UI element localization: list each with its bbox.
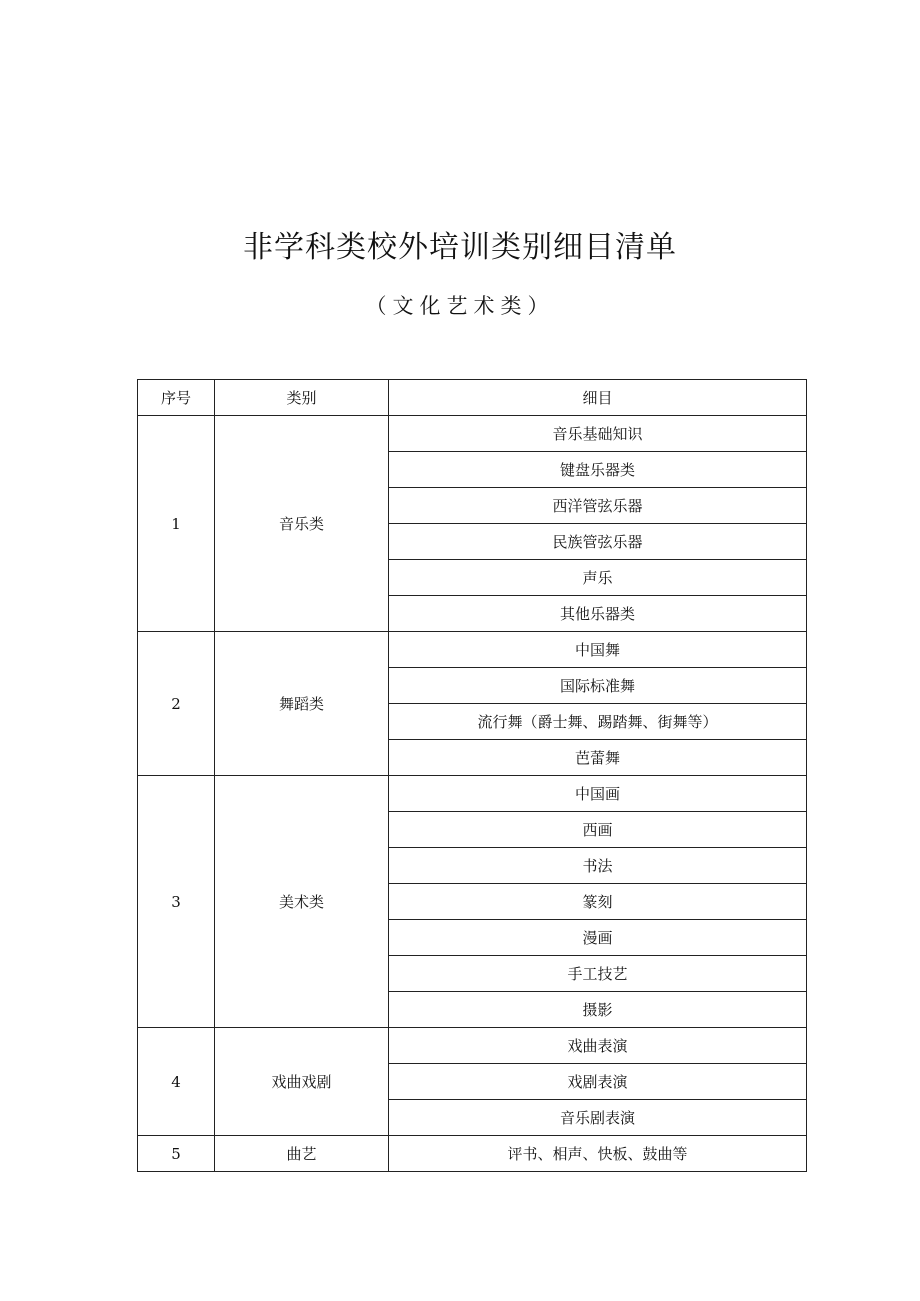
row-item: 评书、相声、快板、鼓曲等: [389, 1136, 807, 1172]
row-item: 声乐: [389, 560, 807, 596]
row-item: 篆刻: [389, 884, 807, 920]
row-category: 美术类: [215, 776, 389, 1028]
category-table: [137, 379, 807, 1172]
page-subtitle: （文化艺术类）: [365, 294, 555, 318]
row-item: 芭蕾舞: [389, 740, 807, 776]
row-index: 5: [138, 1136, 215, 1172]
row-item: 西洋管弦乐器: [389, 488, 807, 524]
row-item: 音乐剧表演: [389, 1100, 807, 1136]
row-item: 中国舞: [389, 632, 807, 668]
row-index: 1: [138, 416, 215, 632]
row-item: 其他乐器类: [389, 596, 807, 632]
row-item: 戏剧表演: [389, 1064, 807, 1100]
row-item: 戏曲表演: [389, 1028, 807, 1064]
row-item: 音乐基础知识: [389, 416, 807, 452]
row-category: 戏曲戏剧: [215, 1028, 389, 1136]
row-category: 音乐类: [215, 416, 389, 632]
table-row: [138, 776, 807, 812]
row-item: 西画: [389, 812, 807, 848]
row-item: 中国画: [389, 776, 807, 812]
row-item: 手工技艺: [389, 956, 807, 992]
table-header-row: [138, 380, 807, 416]
row-item: 流行舞（爵士舞、踢踏舞、街舞等）: [389, 704, 807, 740]
row-index: 2: [138, 632, 215, 776]
row-category: 舞蹈类: [215, 632, 389, 776]
row-index: 4: [138, 1028, 215, 1136]
row-item: 国际标准舞: [389, 668, 807, 704]
table-row: [138, 416, 807, 452]
row-item: 漫画: [389, 920, 807, 956]
header-index: 序号: [138, 380, 215, 416]
header-category: 类别: [215, 380, 389, 416]
table-row: [138, 632, 807, 668]
row-category: 曲艺: [215, 1136, 389, 1172]
row-item: 摄影: [389, 992, 807, 1028]
row-item: 书法: [389, 848, 807, 884]
page-title: 非学科类校外培训类别细目清单: [243, 230, 677, 265]
row-index: 3: [138, 776, 215, 1028]
table-row: [138, 1028, 807, 1064]
row-item: 键盘乐器类: [389, 452, 807, 488]
row-item: 民族管弦乐器: [389, 524, 807, 560]
header-items: 细目: [389, 380, 807, 416]
table-row: [138, 1136, 807, 1172]
